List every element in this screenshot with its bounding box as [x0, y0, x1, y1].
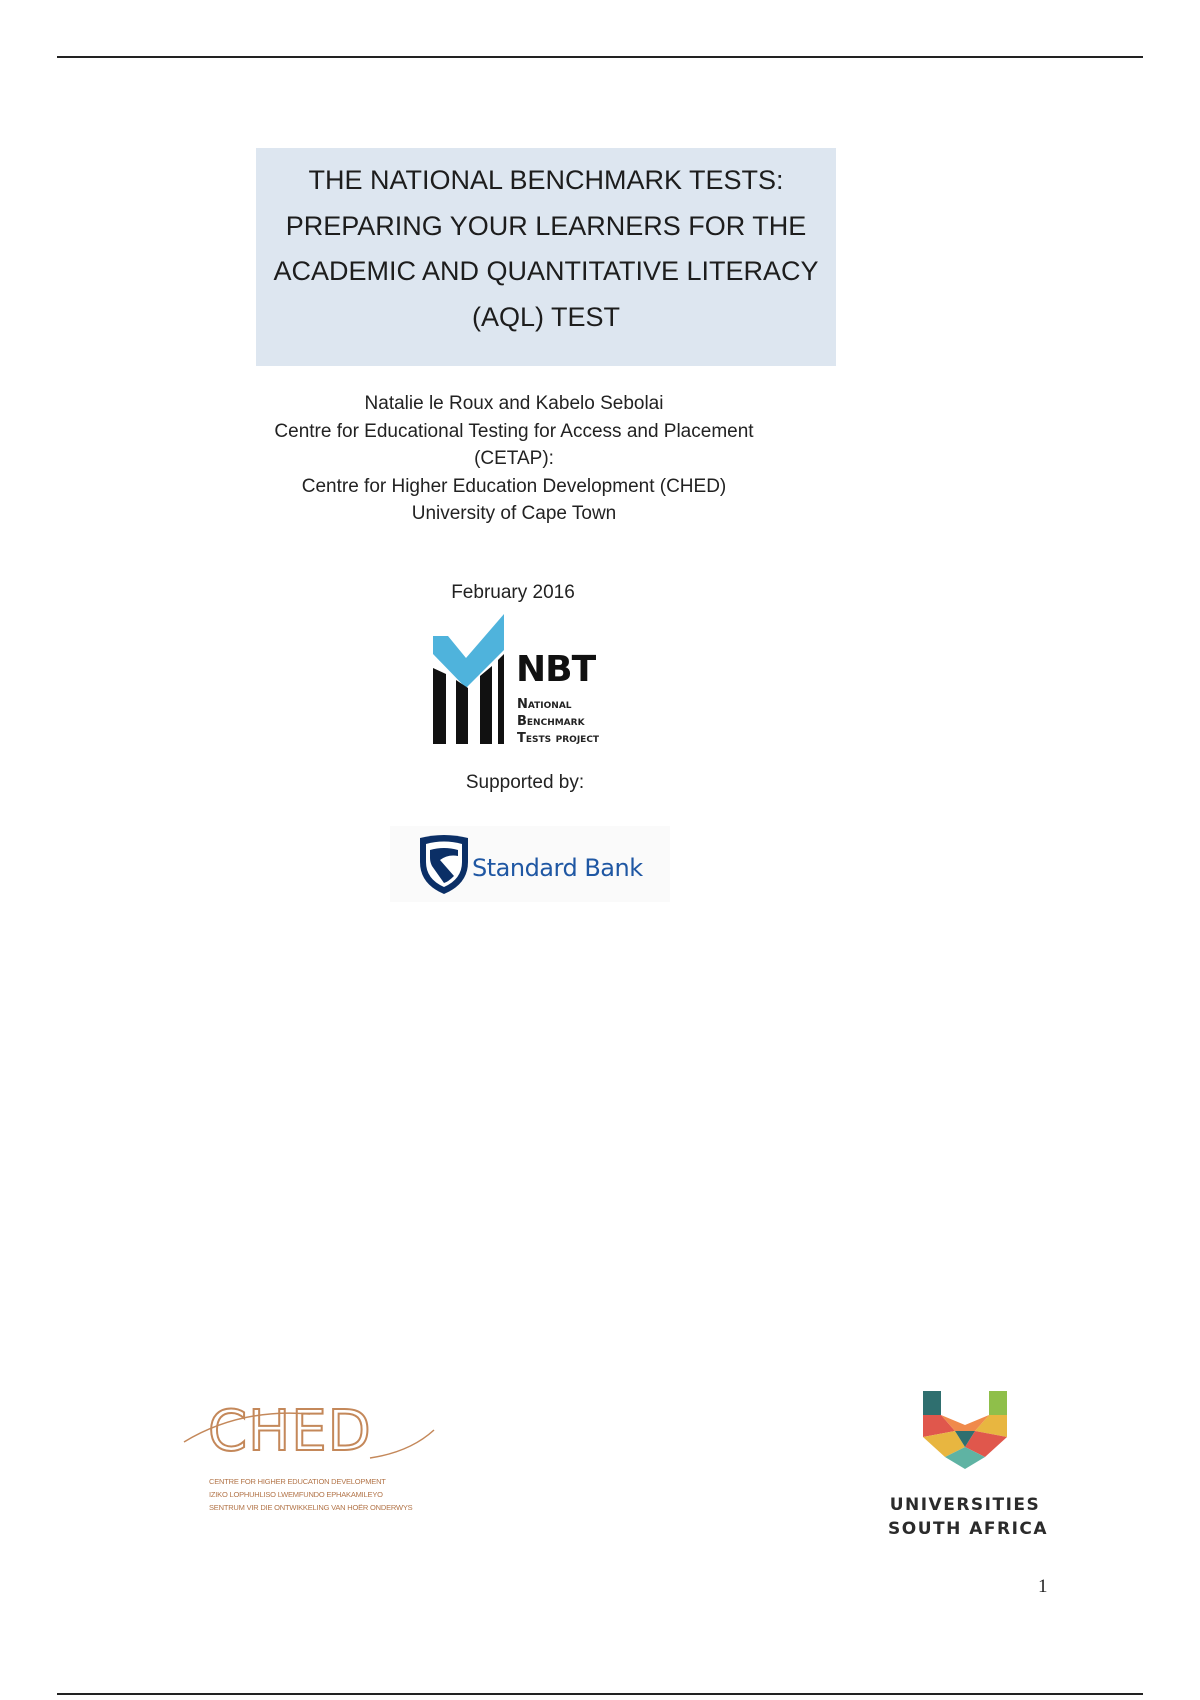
usa-u-emblem-icon — [915, 1385, 1015, 1475]
ched-tagline: SENTRUM VIR DIE ONTWIKKELING VAN HOËR ONDERWYS — [209, 1503, 413, 1512]
title-line: THE NATIONAL BENCHMARK TESTS: — [308, 165, 784, 195]
usa-wordmark: SOUTH AFRICA — [888, 1519, 1049, 1539]
university-line: University of Cape Town — [411, 503, 617, 524]
ched-logo — [180, 1400, 450, 1520]
ched-tagline: IZIKO LOPHUHLISO LWEMFUNDO EPHAKAMILEYO — [209, 1490, 383, 1499]
nbt-abbreviation: NBT — [516, 649, 596, 690]
ched-tagline: CENTRE FOR HIGHER EDUCATION DEVELOPMENT — [209, 1477, 386, 1486]
nbt-tagline: Benchmark — [517, 714, 585, 729]
standard-bank-logo — [390, 826, 670, 902]
ched-wordmark: CHED — [208, 1399, 372, 1464]
title-line: PREPARING YOUR LEARNERS FOR THE — [285, 210, 807, 241]
standard-bank-wordmark: Standard Bank — [472, 854, 643, 882]
nbt-tagline: National — [517, 697, 572, 712]
usa-wordmark: UNIVERSITIES — [889, 1495, 1041, 1515]
top-rule — [57, 56, 1143, 58]
affiliation-line: (CETAP): — [474, 448, 554, 469]
standard-bank-shield-icon — [414, 832, 474, 898]
nbt-tagline: Tests project — [517, 731, 600, 746]
affiliation-line: Centre for Educational Testing for Access and Placement — [274, 420, 754, 442]
publication-date: February 2016 — [451, 582, 575, 603]
nbt-logo — [428, 614, 628, 750]
universities-south-africa-logo — [880, 1385, 1050, 1545]
title-box — [256, 148, 836, 366]
bottom-rule — [57, 1693, 1143, 1695]
page-number: 1 — [1038, 1576, 1048, 1597]
author-names: Natalie le Roux and Kabelo Sebolai — [364, 393, 664, 414]
affiliation-line: Centre for Higher Education Development (CHED) — [301, 475, 727, 497]
title-line: ACADEMIC AND QUANTITATIVE LITERACY — [273, 256, 819, 286]
title-line: (AQL) TEST — [471, 301, 621, 332]
nbt-check-mark-icon — [428, 614, 518, 750]
author-block — [240, 390, 788, 528]
supported-by-label: Supported by: — [465, 772, 585, 793]
